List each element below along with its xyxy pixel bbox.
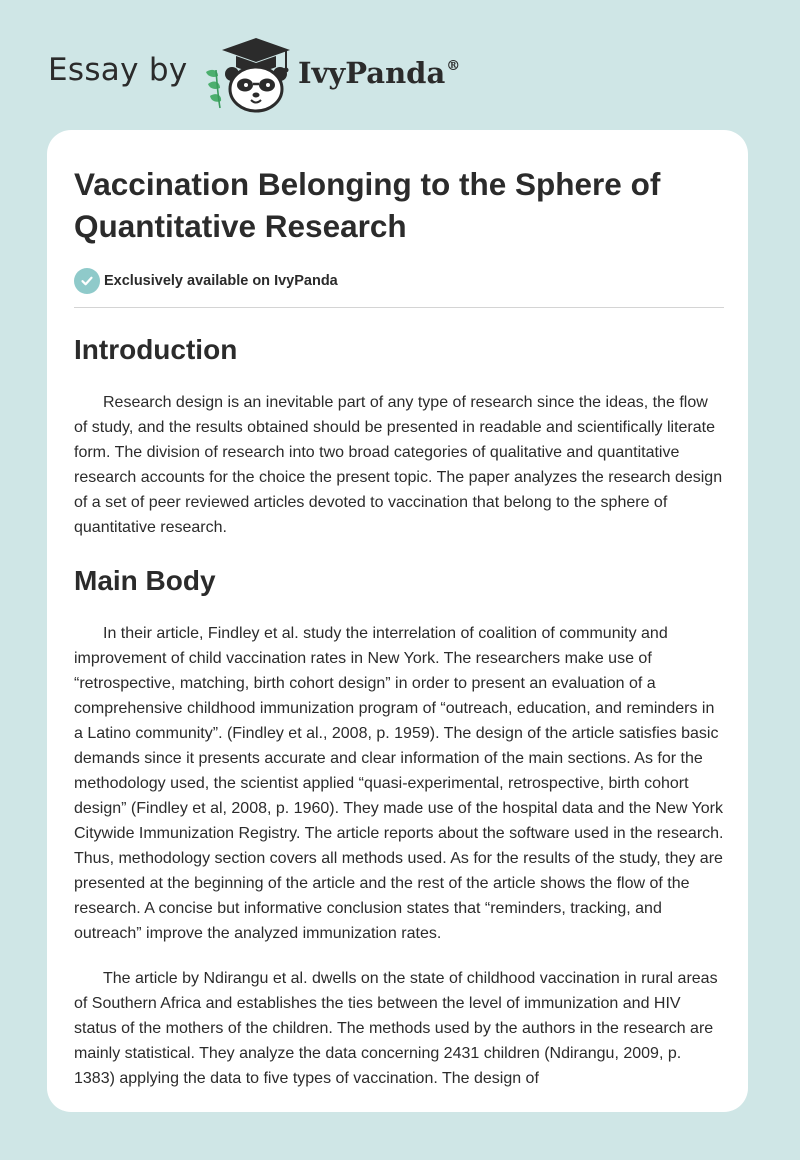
divider bbox=[74, 307, 724, 308]
section-heading-introduction: Introduction bbox=[74, 334, 238, 365]
brand-name[interactable] bbox=[298, 56, 460, 90]
brand-name-text: IvyPanda bbox=[298, 56, 446, 90]
section-heading-main-body: Main Body bbox=[74, 565, 216, 596]
essay-by-label: Essay by bbox=[48, 52, 188, 88]
check-icon bbox=[74, 268, 100, 294]
exclusive-badge-row bbox=[74, 268, 724, 294]
essay-title: Vaccination Belonging to the Sphere of Quantitative Research bbox=[74, 166, 661, 244]
essay-content bbox=[74, 163, 724, 1091]
paragraph: The article by Ndirangu et al. dwells on the state of childhood vaccination in rural areas of Southern Africa and establishes the ties between the level of immunization and HIV status of the mothers of the children. The methods used by the authors in the research are mainly statistical. They analyze the data concerning 2431 children (Ndirangu, 2009, p. 1383) applying the data to five types of vaccination. The design of bbox=[74, 970, 718, 1087]
registered-mark: ® bbox=[446, 58, 461, 74]
paragraph: In their article, Findley et al. study the interrelation of coalition of community and improvement of child vaccination rates in New York. The researchers make use of “retrospective, matching, birth cohort design” in order to present an evaluation of a comprehensive childhood immunization program of “outreach, education, and reminders in a Latino community”. (Findley et al., 2008, p. 1959). The design of the article satisfies basic demands since it presents accurate and clear information of the main sections. As for the methodology used, the scientist applied “quasi-experimental, retrospective, birth cohort design” (Findley et al, 2008, p. 1960). They made use of the hospital data and the New York Citywide Immunization Registry. The article reports about the software used in the research. Thus, methodology section covers all methods used. As for the results of the study, they are presented at the beginning of the article and the rest of the article shows the flow of the research. A concise but informative conclusion states that “reminders, tracking, and outreach” improve the analyzed immunization rates. bbox=[74, 625, 724, 942]
essay-card bbox=[47, 130, 748, 1112]
site-header bbox=[48, 34, 508, 114]
exclusive-label: Exclusively available on IvyPanda bbox=[104, 273, 338, 289]
paragraph: Research design is an inevitable part of any type of research since the ideas, the flow of study, and the results obtained should be presented in readable and scientifically literate form. The division of research into two broad categories of qualitative and quantitative research accounts for the choice the present topic. The paper analyzes the research design of a set of peer reviewed articles devoted to vaccination that belong to the sphere of quantitative research. bbox=[74, 394, 723, 536]
panda-logo-icon[interactable] bbox=[202, 34, 298, 114]
